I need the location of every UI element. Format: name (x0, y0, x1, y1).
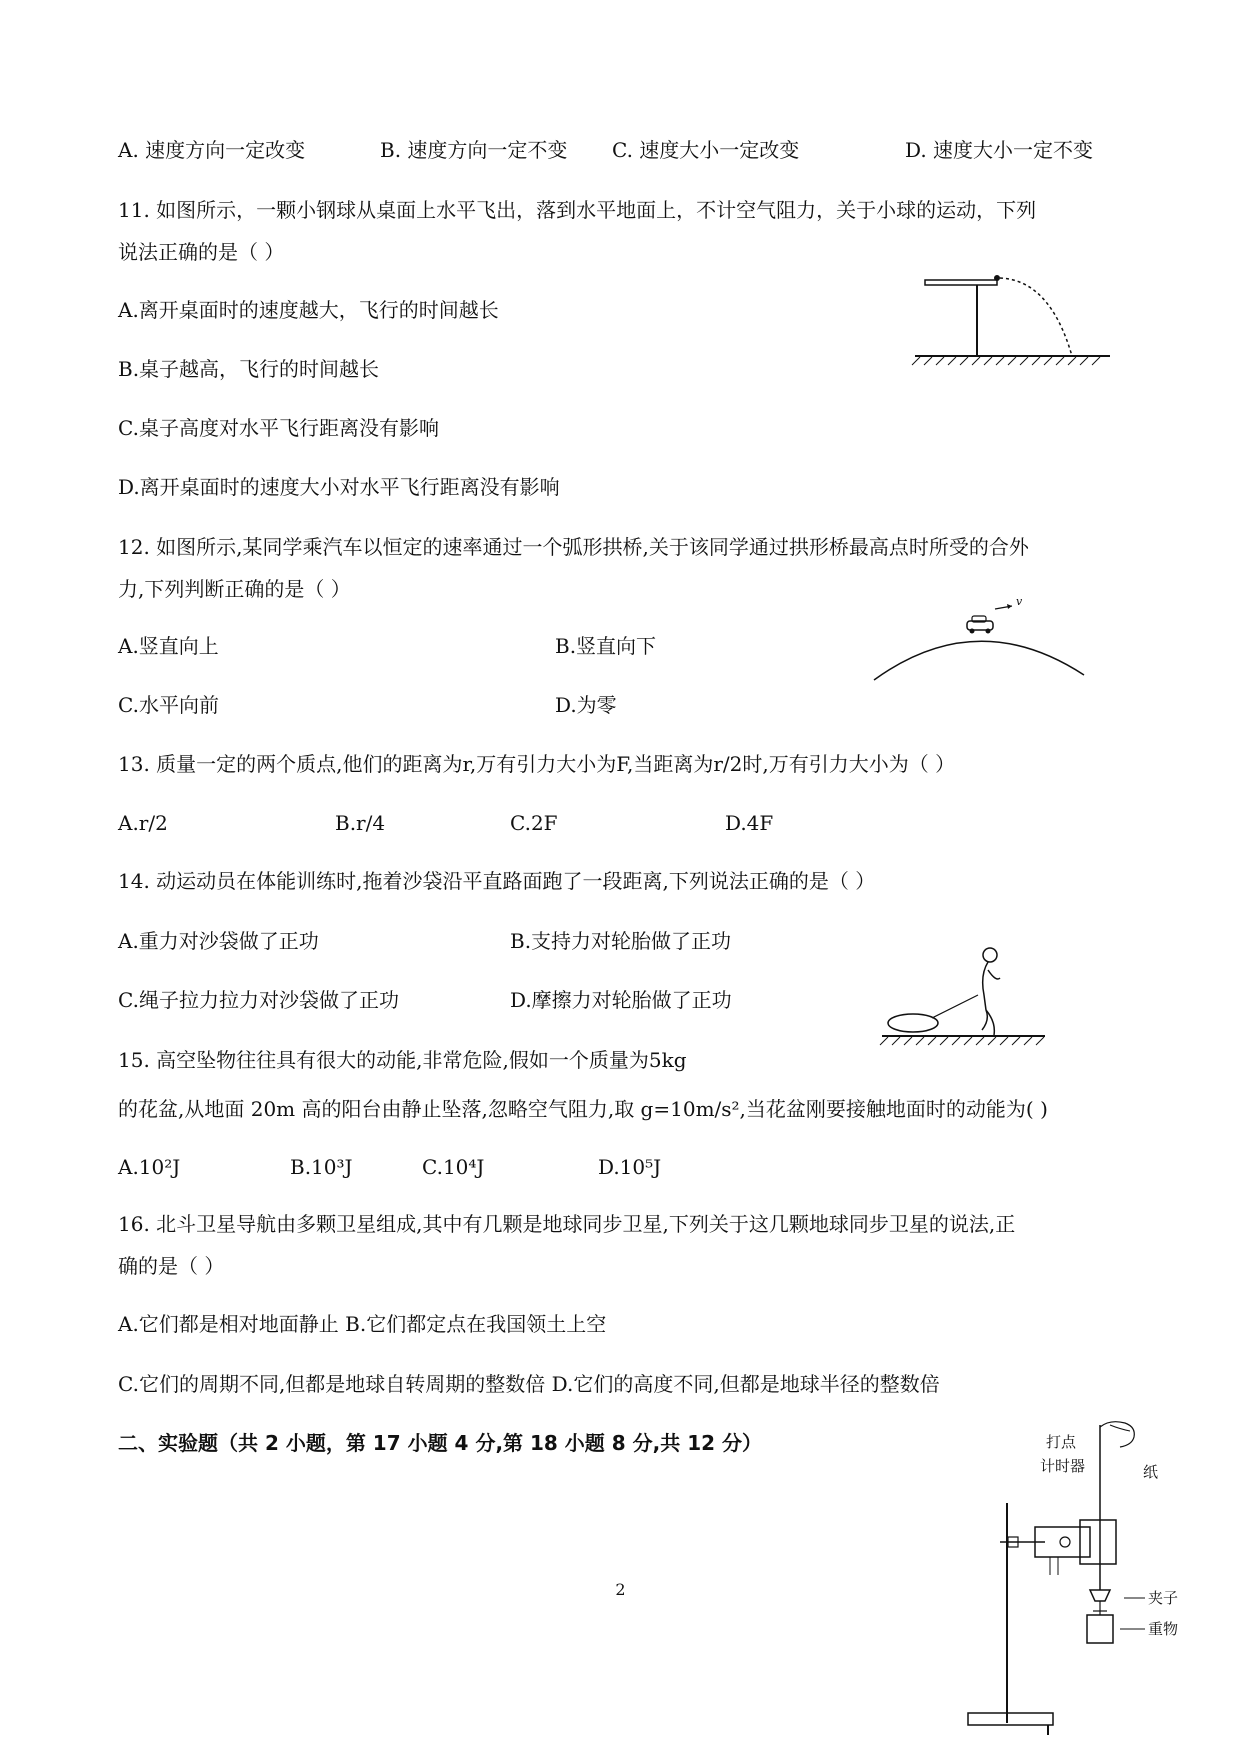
q12-option-c: C.水平向前 (118, 693, 219, 717)
free-fall-apparatus-figure (960, 1415, 1179, 1735)
weight-label: 重物 (1148, 1620, 1179, 1638)
q13-option-d: D.4F (725, 811, 774, 835)
q15-option-a: A.10²J (118, 1155, 181, 1179)
q14-option-a: A.重力对沙袋做了正功 (118, 929, 319, 953)
q10-option-c: C. 速度大小一定改变 (612, 138, 800, 162)
sandbag-icon (888, 1014, 938, 1032)
q14-option-d: D.摩擦力对轮胎做了正功 (510, 988, 732, 1012)
q11-stem-line1: 11. 如图所示，一颗小钢球从桌面上水平飞出，落到水平地面上，不计空气阻力，关于小球的运动，下列 (118, 198, 1037, 222)
q14-stem: 14. 动运动员在体能训练时,拖着沙袋沿平直路面跑了一段距离,下列说法正确的是（ ） (118, 869, 876, 893)
q16-stem-line2: 确的是（ ） (118, 1254, 225, 1278)
arch-bridge-figure (862, 595, 1092, 685)
q12-stem-line1: 12. 如图所示,某同学乘汽车以恒定的速率通过一个弧形拱桥,关于该同学通过拱形桥最高点时所受的合外 (118, 535, 1029, 559)
car-icon (967, 616, 993, 634)
q12-option-d: D.为零 (555, 693, 617, 717)
q13-option-b: B.r/4 (335, 811, 386, 835)
table-projectile-figure (900, 262, 1130, 374)
q11-option-d: D.离开桌面时的速度大小对水平飞行距离没有影响 (118, 475, 560, 499)
timer-label-2: 计时器 (1040, 1457, 1086, 1475)
velocity-label: v (1016, 595, 1023, 608)
q10-option-a: A. 速度方向一定改变 (118, 138, 306, 162)
q15-option-c: C.10⁴J (422, 1155, 485, 1179)
q16-stem-line1: 16. 北斗卫星导航由多颗卫星组成,其中有几颗是地球同步卫星,下列关于这几颗地球同步卫星的说法,正 (118, 1212, 1016, 1236)
q10-option-b: B. 速度方向一定不变 (380, 138, 568, 162)
q11-option-c: C.桌子高度对水平飞行距离没有影响 (118, 416, 439, 440)
q11-stem-line2: 说法正确的是（ ） (118, 240, 285, 264)
paper-label: 纸 (1143, 1463, 1159, 1481)
page-number: 2 (615, 1580, 626, 1599)
runner-dragging-sandbag-figure (870, 940, 1050, 1060)
timer-label-1: 打点 (1046, 1433, 1077, 1451)
q12-option-b: B.竖直向下 (555, 634, 657, 658)
q15-stem-line2: 的花盆,从地面 20m 高的阳台由静止坠落,忽略空气阻力,取 g=10m/s²,当花盆刚要接触地面时的动能为( ) (118, 1097, 1048, 1121)
q13-stem: 13. 质量一定的两个质点,他们的距离为r,万有引力大小为F,当距离为r/2时,万有引力大小为（ ） (118, 752, 956, 776)
q12-option-a: A.竖直向上 (118, 634, 219, 658)
ball-icon (994, 275, 1000, 281)
q15-option-b: B.10³J (290, 1155, 353, 1179)
q10-option-d: D. 速度大小一定不变 (905, 138, 1094, 162)
q14-option-c: C.绳子拉力拉力对沙袋做了正功 (118, 988, 399, 1012)
q12-stem-line2: 力,下列判断正确的是（ ） (118, 577, 351, 601)
clip-label: 夹子 (1148, 1589, 1179, 1607)
q15-stem-line1: 15. 高空坠物往往具有很大的动能,非常危险,假如一个质量为5kg (118, 1048, 687, 1072)
q16-options-ab: A.它们都是相对地面静止 B.它们都定点在我国领土上空 (118, 1312, 607, 1336)
q15-option-d: D.10⁵J (598, 1155, 662, 1179)
q13-option-c: C.2F (510, 811, 558, 835)
weight-icon (1087, 1615, 1113, 1643)
section2-title: 二、实验题（共 2 小题，第 17 小题 4 分,第 18 小题 8 分,共 12 分） (118, 1431, 762, 1455)
q11-option-a: A.离开桌面时的速度越大，飞行的时间越长 (118, 298, 499, 322)
q14-option-b: B.支持力对轮胎做了正功 (510, 929, 732, 953)
q11-option-b: B.桌子越高，飞行的时间越长 (118, 357, 380, 381)
q16-options-cd: C.它们的周期不同,但都是地球自转周期的整数倍 D.它们的高度不同,但都是地球半径的整数倍 (118, 1372, 940, 1396)
hand-icon (1100, 1422, 1134, 1447)
q13-option-a: A.r/2 (118, 811, 168, 835)
